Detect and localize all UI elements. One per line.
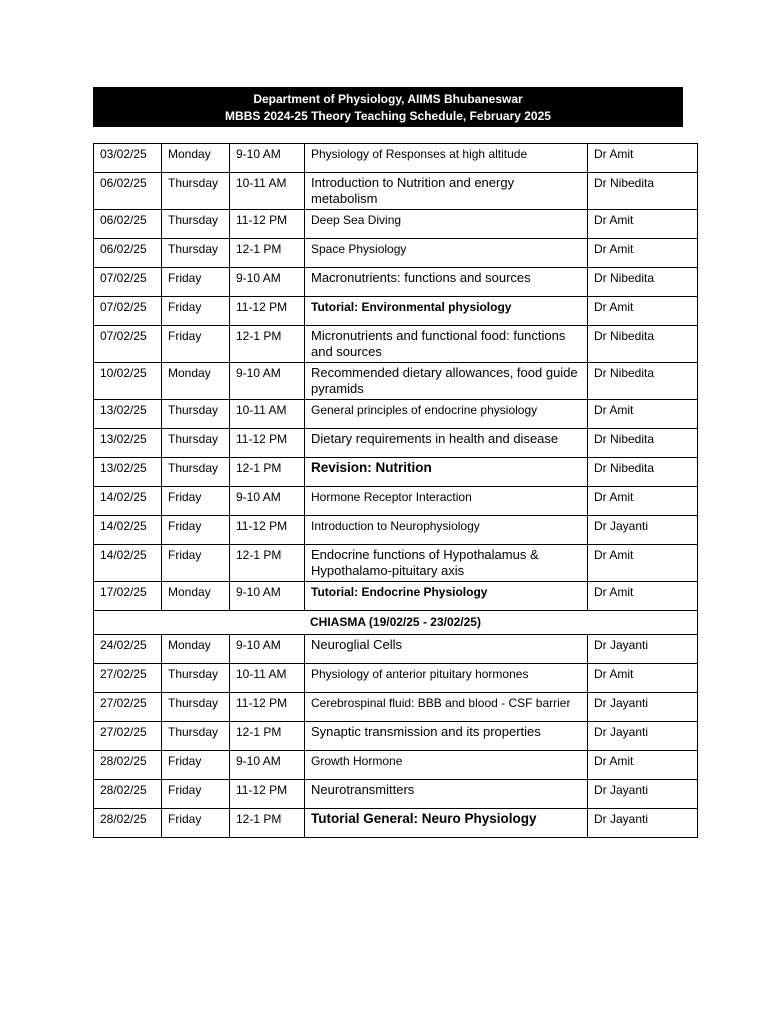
time-cell: 12-1 PM bbox=[230, 545, 305, 582]
time-cell: 9-10 AM bbox=[230, 487, 305, 516]
topic-cell: Macronutrients: functions and sources bbox=[305, 268, 588, 297]
date-cell: 13/02/25 bbox=[94, 429, 162, 458]
date-cell: 07/02/25 bbox=[94, 326, 162, 363]
table-row bbox=[94, 363, 698, 400]
schedule-table-body bbox=[94, 144, 698, 838]
day-cell: Thursday bbox=[162, 693, 230, 722]
topic-cell: Endocrine functions of Hypothalamus & Hypothalamo-pituitary axis bbox=[305, 545, 588, 582]
day-cell: Thursday bbox=[162, 458, 230, 487]
date-cell: 24/02/25 bbox=[94, 635, 162, 664]
day-cell: Thursday bbox=[162, 664, 230, 693]
date-cell: 28/02/25 bbox=[94, 780, 162, 809]
faculty-cell: Dr Nibedita bbox=[588, 326, 698, 363]
time-cell: 10-11 AM bbox=[230, 173, 305, 210]
table-row bbox=[94, 693, 698, 722]
day-cell: Thursday bbox=[162, 722, 230, 751]
faculty-cell: Dr Amit bbox=[588, 297, 698, 326]
topic-cell: Introduction to Neurophysiology bbox=[305, 516, 588, 545]
date-cell: 27/02/25 bbox=[94, 722, 162, 751]
day-cell: Thursday bbox=[162, 400, 230, 429]
table-row bbox=[94, 458, 698, 487]
faculty-cell: Dr Nibedita bbox=[588, 458, 698, 487]
faculty-cell: Dr Jayanti bbox=[588, 809, 698, 838]
day-cell: Friday bbox=[162, 516, 230, 545]
day-cell: Thursday bbox=[162, 429, 230, 458]
schedule-title: MBBS 2024-25 Theory Teaching Schedule, February 2025 bbox=[225, 109, 551, 123]
faculty-cell: Dr Amit bbox=[588, 545, 698, 582]
break-row bbox=[94, 611, 698, 635]
table-row bbox=[94, 326, 698, 363]
day-cell: Friday bbox=[162, 326, 230, 363]
time-cell: 9-10 AM bbox=[230, 268, 305, 297]
day-cell: Friday bbox=[162, 545, 230, 582]
date-cell: 13/02/25 bbox=[94, 458, 162, 487]
faculty-cell: Dr Amit bbox=[588, 582, 698, 611]
topic-cell: Deep Sea Diving bbox=[305, 210, 588, 239]
time-cell: 11-12 PM bbox=[230, 516, 305, 545]
day-cell: Thursday bbox=[162, 239, 230, 268]
day-cell: Monday bbox=[162, 363, 230, 400]
time-cell: 9-10 AM bbox=[230, 751, 305, 780]
table-row bbox=[94, 516, 698, 545]
table-row bbox=[94, 268, 698, 297]
day-cell: Friday bbox=[162, 268, 230, 297]
table-row bbox=[94, 780, 698, 809]
faculty-cell: Dr Nibedita bbox=[588, 268, 698, 297]
date-cell: 14/02/25 bbox=[94, 545, 162, 582]
table-row bbox=[94, 239, 698, 268]
topic-cell: Micronutrients and functional food: functions and sources bbox=[305, 326, 588, 363]
time-cell: 11-12 PM bbox=[230, 210, 305, 239]
schedule-header bbox=[93, 87, 683, 127]
topic-cell: Introduction to Nutrition and energy metabolism bbox=[305, 173, 588, 210]
time-cell: 12-1 PM bbox=[230, 722, 305, 751]
faculty-cell: Dr Nibedita bbox=[588, 363, 698, 400]
table-row bbox=[94, 809, 698, 838]
topic-cell: Recommended dietary allowances, food guide pyramids bbox=[305, 363, 588, 400]
topic-cell: Cerebrospinal fluid: BBB and blood - CSF barrier bbox=[305, 693, 588, 722]
date-cell: 28/02/25 bbox=[94, 809, 162, 838]
table-row bbox=[94, 210, 698, 239]
table-row bbox=[94, 545, 698, 582]
date-cell: 14/02/25 bbox=[94, 487, 162, 516]
date-cell: 06/02/25 bbox=[94, 239, 162, 268]
time-cell: 12-1 PM bbox=[230, 326, 305, 363]
time-cell: 11-12 PM bbox=[230, 429, 305, 458]
table-row bbox=[94, 751, 698, 780]
date-cell: 06/02/25 bbox=[94, 210, 162, 239]
topic-cell: Neuroglial Cells bbox=[305, 635, 588, 664]
department-title: Department of Physiology, AIIMS Bhubaneswar bbox=[253, 92, 523, 106]
day-cell: Thursday bbox=[162, 173, 230, 210]
topic-cell: Revision: Nutrition bbox=[305, 458, 588, 487]
topic-cell: Neurotransmitters bbox=[305, 780, 588, 809]
time-cell: 10-11 AM bbox=[230, 400, 305, 429]
chiasma-break-label: CHIASMA (19/02/25 - 23/02/25) bbox=[94, 611, 698, 635]
topic-cell: Tutorial: Environmental physiology bbox=[305, 297, 588, 326]
faculty-cell: Dr Amit bbox=[588, 210, 698, 239]
date-cell: 28/02/25 bbox=[94, 751, 162, 780]
date-cell: 07/02/25 bbox=[94, 268, 162, 297]
faculty-cell: Dr Amit bbox=[588, 400, 698, 429]
topic-cell: Hormone Receptor Interaction bbox=[305, 487, 588, 516]
topic-cell: Space Physiology bbox=[305, 239, 588, 268]
day-cell: Thursday bbox=[162, 210, 230, 239]
table-row bbox=[94, 722, 698, 751]
faculty-cell: Dr Amit bbox=[588, 487, 698, 516]
faculty-cell: Dr Nibedita bbox=[588, 429, 698, 458]
day-cell: Friday bbox=[162, 809, 230, 838]
time-cell: 9-10 AM bbox=[230, 144, 305, 173]
day-cell: Friday bbox=[162, 297, 230, 326]
date-cell: 14/02/25 bbox=[94, 516, 162, 545]
table-row bbox=[94, 144, 698, 173]
date-cell: 10/02/25 bbox=[94, 363, 162, 400]
date-cell: 17/02/25 bbox=[94, 582, 162, 611]
table-row bbox=[94, 487, 698, 516]
topic-cell: Growth Hormone bbox=[305, 751, 588, 780]
date-cell: 27/02/25 bbox=[94, 664, 162, 693]
day-cell: Monday bbox=[162, 635, 230, 664]
schedule-table bbox=[93, 143, 698, 838]
faculty-cell: Dr Jayanti bbox=[588, 635, 698, 664]
day-cell: Monday bbox=[162, 144, 230, 173]
table-row bbox=[94, 400, 698, 429]
date-cell: 07/02/25 bbox=[94, 297, 162, 326]
day-cell: Friday bbox=[162, 780, 230, 809]
topic-cell: Physiology of anterior pituitary hormones bbox=[305, 664, 588, 693]
table-row bbox=[94, 173, 698, 210]
faculty-cell: Dr Jayanti bbox=[588, 722, 698, 751]
table-row bbox=[94, 582, 698, 611]
table-row bbox=[94, 297, 698, 326]
time-cell: 12-1 PM bbox=[230, 809, 305, 838]
date-cell: 13/02/25 bbox=[94, 400, 162, 429]
time-cell: 12-1 PM bbox=[230, 239, 305, 268]
time-cell: 11-12 PM bbox=[230, 297, 305, 326]
faculty-cell: Dr Jayanti bbox=[588, 780, 698, 809]
faculty-cell: Dr Amit bbox=[588, 144, 698, 173]
time-cell: 9-10 AM bbox=[230, 582, 305, 611]
date-cell: 03/02/25 bbox=[94, 144, 162, 173]
time-cell: 11-12 PM bbox=[230, 693, 305, 722]
topic-cell: Tutorial General: Neuro Physiology bbox=[305, 809, 588, 838]
time-cell: 12-1 PM bbox=[230, 458, 305, 487]
date-cell: 06/02/25 bbox=[94, 173, 162, 210]
table-row bbox=[94, 664, 698, 693]
time-cell: 10-11 AM bbox=[230, 664, 305, 693]
faculty-cell: Dr Jayanti bbox=[588, 516, 698, 545]
time-cell: 9-10 AM bbox=[230, 635, 305, 664]
date-cell: 27/02/25 bbox=[94, 693, 162, 722]
faculty-cell: Dr Amit bbox=[588, 239, 698, 268]
faculty-cell: Dr Amit bbox=[588, 751, 698, 780]
table-row bbox=[94, 635, 698, 664]
topic-cell: Synaptic transmission and its properties bbox=[305, 722, 588, 751]
topic-cell: Tutorial: Endocrine Physiology bbox=[305, 582, 588, 611]
topic-cell: Dietary requirements in health and disease bbox=[305, 429, 588, 458]
faculty-cell: Dr Amit bbox=[588, 664, 698, 693]
time-cell: 9-10 AM bbox=[230, 363, 305, 400]
topic-cell: Physiology of Responses at high altitude bbox=[305, 144, 588, 173]
table-row bbox=[94, 429, 698, 458]
faculty-cell: Dr Nibedita bbox=[588, 173, 698, 210]
day-cell: Friday bbox=[162, 751, 230, 780]
time-cell: 11-12 PM bbox=[230, 780, 305, 809]
faculty-cell: Dr Jayanti bbox=[588, 693, 698, 722]
day-cell: Friday bbox=[162, 487, 230, 516]
topic-cell: General principles of endocrine physiology bbox=[305, 400, 588, 429]
day-cell: Monday bbox=[162, 582, 230, 611]
